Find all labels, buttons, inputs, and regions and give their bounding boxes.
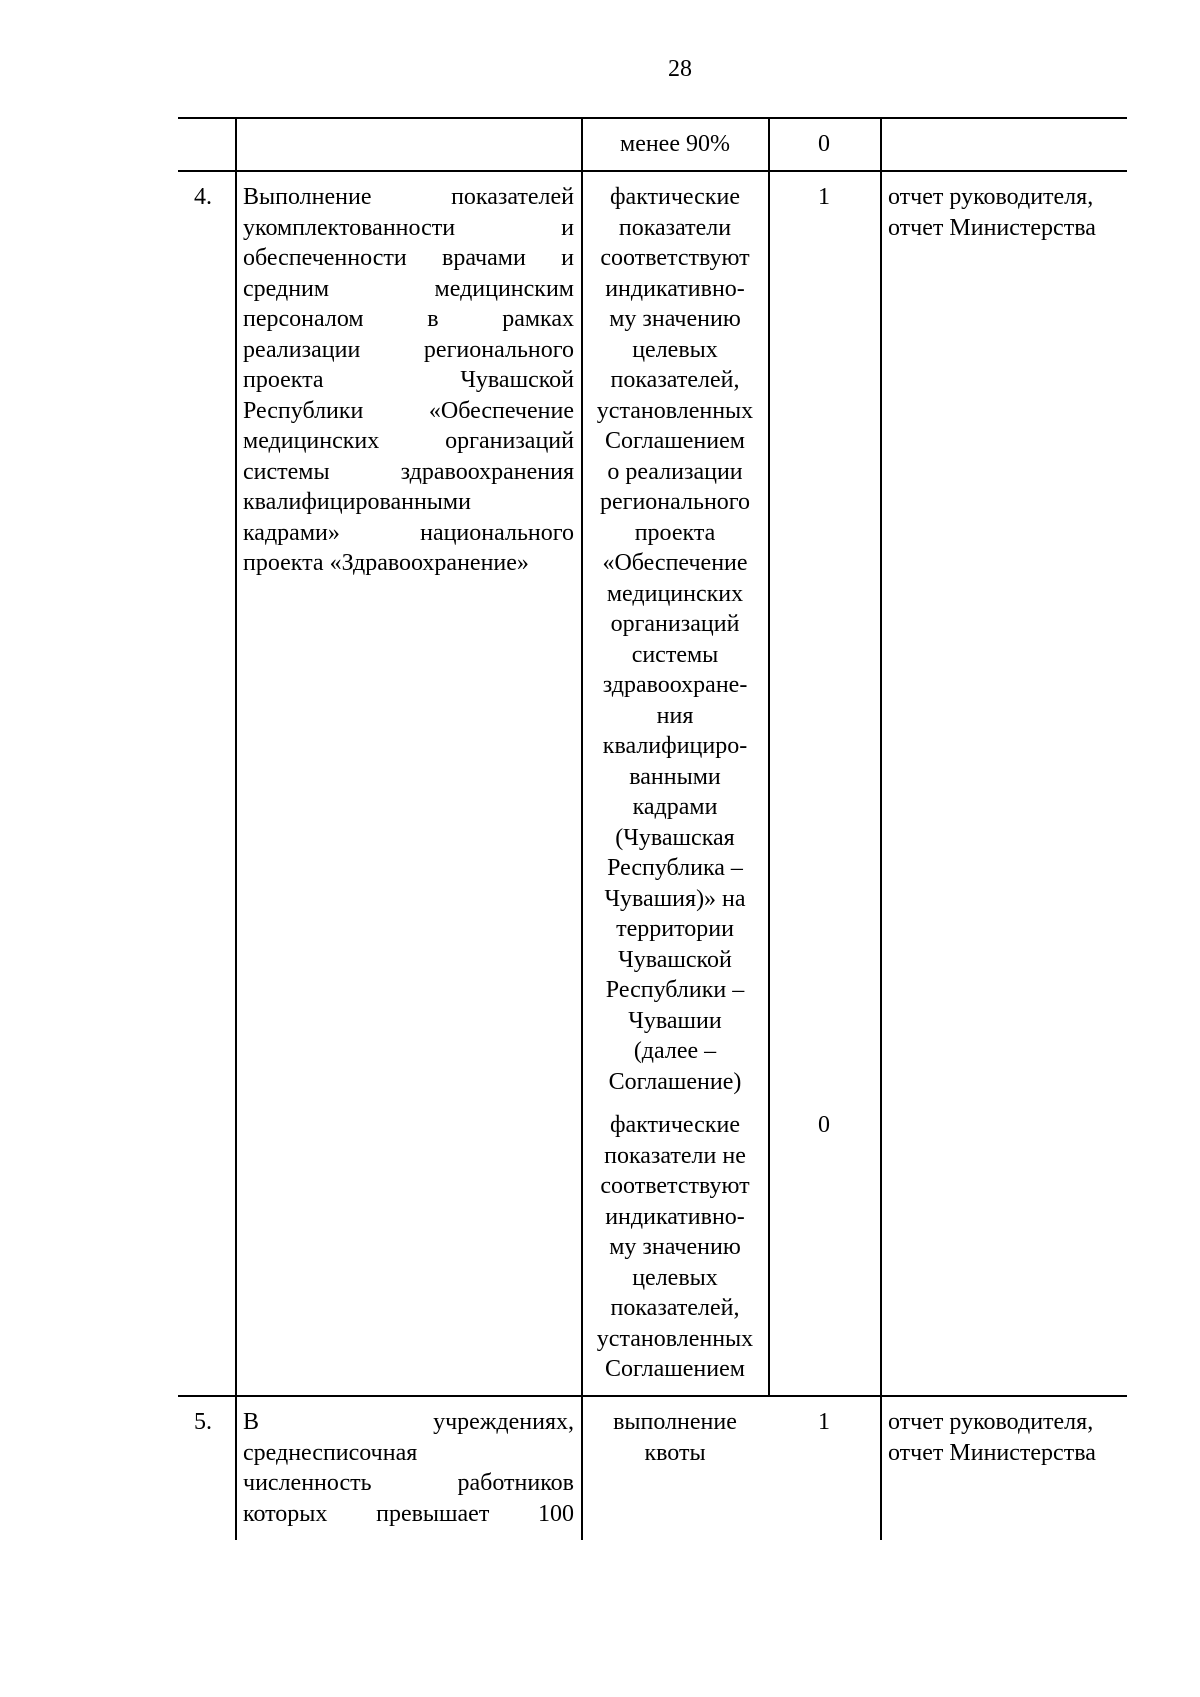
criterion-cell — [583, 1110, 767, 1385]
criterion-line: Чувашской — [618, 946, 732, 973]
source-line: отчет руководителя, — [888, 1409, 1094, 1435]
source-line: отчет Министерства — [888, 214, 1096, 241]
indicator-line: персоналом в рамках — [243, 306, 574, 332]
score-cell — [770, 1110, 878, 1141]
criterion-line: индикативно- — [605, 1203, 745, 1230]
table-row-divider — [178, 1395, 1127, 1397]
criterion-line: установленных — [596, 397, 754, 424]
table-column-divider — [235, 117, 237, 1540]
criterion-line: ния — [656, 702, 694, 729]
indicator-line: Выполнение показателей — [243, 184, 574, 210]
criterion-cell — [583, 129, 767, 160]
indicator-line: медицинских организаций — [243, 428, 574, 454]
criterion-line: территории — [616, 916, 734, 942]
criterion-line: соответствуют — [600, 245, 750, 271]
criterion-line: квоты — [644, 1439, 706, 1466]
score-cell — [770, 182, 878, 213]
criterion-line: (далее – — [633, 1038, 717, 1064]
criterion-line: показатели не — [604, 1142, 746, 1169]
criterion-line: Соглашением — [605, 1356, 745, 1382]
criterion-line: (Чувашская — [615, 824, 735, 851]
indicator-line: которых превышает 100 — [243, 1500, 574, 1527]
criterion-line: индикативно- — [605, 275, 745, 302]
source-line: отчет руководителя, — [888, 184, 1094, 210]
criterion-line: организаций — [610, 611, 740, 637]
criterion-line: фактические — [609, 184, 740, 210]
criterion-line: Чувашия)» на — [604, 885, 746, 912]
criterion-line: здравоохране- — [602, 672, 748, 698]
criterion-line: «Обеспечение — [602, 550, 748, 576]
indicator-line: укомплектованности и — [243, 214, 574, 241]
row-number-text: 4. — [194, 184, 212, 210]
page-number: 28 — [668, 56, 692, 82]
criterion-line: ванными — [629, 763, 721, 790]
criterion-line: Республики – — [605, 977, 745, 1003]
score-value: 1 — [818, 1409, 830, 1435]
criterion-line: показателей, — [610, 367, 740, 393]
indicator-cell — [243, 182, 574, 579]
criterion-line: Соглашение) — [608, 1068, 742, 1095]
criterion-line: Соглашением — [605, 428, 745, 454]
indicator-line: численность работников — [243, 1470, 574, 1496]
indicator-line: системы здравоохранения — [243, 458, 574, 485]
criterion-line: установленных — [596, 1325, 754, 1352]
indicator-line: среднесписочная — [243, 1439, 418, 1466]
criterion-line: о реализации — [607, 458, 743, 485]
criterion-line: целевых — [632, 1264, 718, 1291]
score-value: 1 — [818, 184, 830, 210]
criterion-line: соответствуют — [600, 1173, 750, 1199]
criterion-cell — [583, 182, 767, 1097]
criterion-line: квалифициро- — [602, 733, 748, 759]
score-cell — [770, 129, 878, 160]
source-line: отчет Министерства — [888, 1439, 1096, 1466]
source-cell — [888, 1407, 1128, 1468]
source-cell — [888, 182, 1128, 243]
criterion-line: показатели — [618, 214, 732, 241]
indicator-line: квалифицированными — [243, 489, 471, 515]
table-row-divider — [178, 170, 1127, 172]
criterion-line: выполнение — [613, 1409, 737, 1435]
indicator-line: средним медицинским — [243, 275, 574, 302]
criterion-line: проекта — [634, 519, 716, 546]
indicator-line: кадрами» национального — [243, 519, 574, 546]
indicator-line: обеспеченности врачами и — [243, 245, 574, 271]
criterion-line: фактические — [609, 1112, 740, 1138]
criterion-line: регионального — [599, 489, 751, 515]
criterion-cell — [583, 1407, 767, 1468]
indicator-line: проекта Чувашской — [243, 367, 574, 393]
criterion-line: показателей, — [610, 1295, 740, 1321]
table-border-top — [178, 117, 1127, 119]
criterion-line: Республика – — [607, 855, 743, 881]
criterion-value: менее 90% — [620, 131, 730, 157]
criterion-line: му значению — [609, 1234, 741, 1260]
criterion-line: му значению — [609, 306, 741, 332]
indicator-line: В учреждениях, — [243, 1409, 574, 1435]
indicator-line: Республики «Обеспечение — [243, 397, 574, 424]
score-value: 0 — [818, 131, 830, 157]
row-number-text: 5. — [194, 1409, 212, 1435]
row-number — [194, 1407, 234, 1438]
criterion-line: Чувашии — [628, 1007, 722, 1034]
criterion-line: медицинских — [606, 580, 744, 607]
indicator-line: проекта «Здравоохранение» — [243, 550, 529, 576]
indicator-cell — [243, 1407, 574, 1529]
criterion-line: целевых — [632, 336, 718, 363]
score-cell — [770, 1407, 878, 1438]
criterion-line: системы — [631, 641, 719, 668]
table-column-divider — [768, 117, 770, 1397]
score-value: 0 — [818, 1112, 830, 1138]
row-number — [194, 182, 234, 213]
criterion-line: кадрами — [632, 794, 718, 820]
table-column-divider — [880, 117, 882, 1540]
indicator-line: реализации регионального — [243, 336, 574, 363]
